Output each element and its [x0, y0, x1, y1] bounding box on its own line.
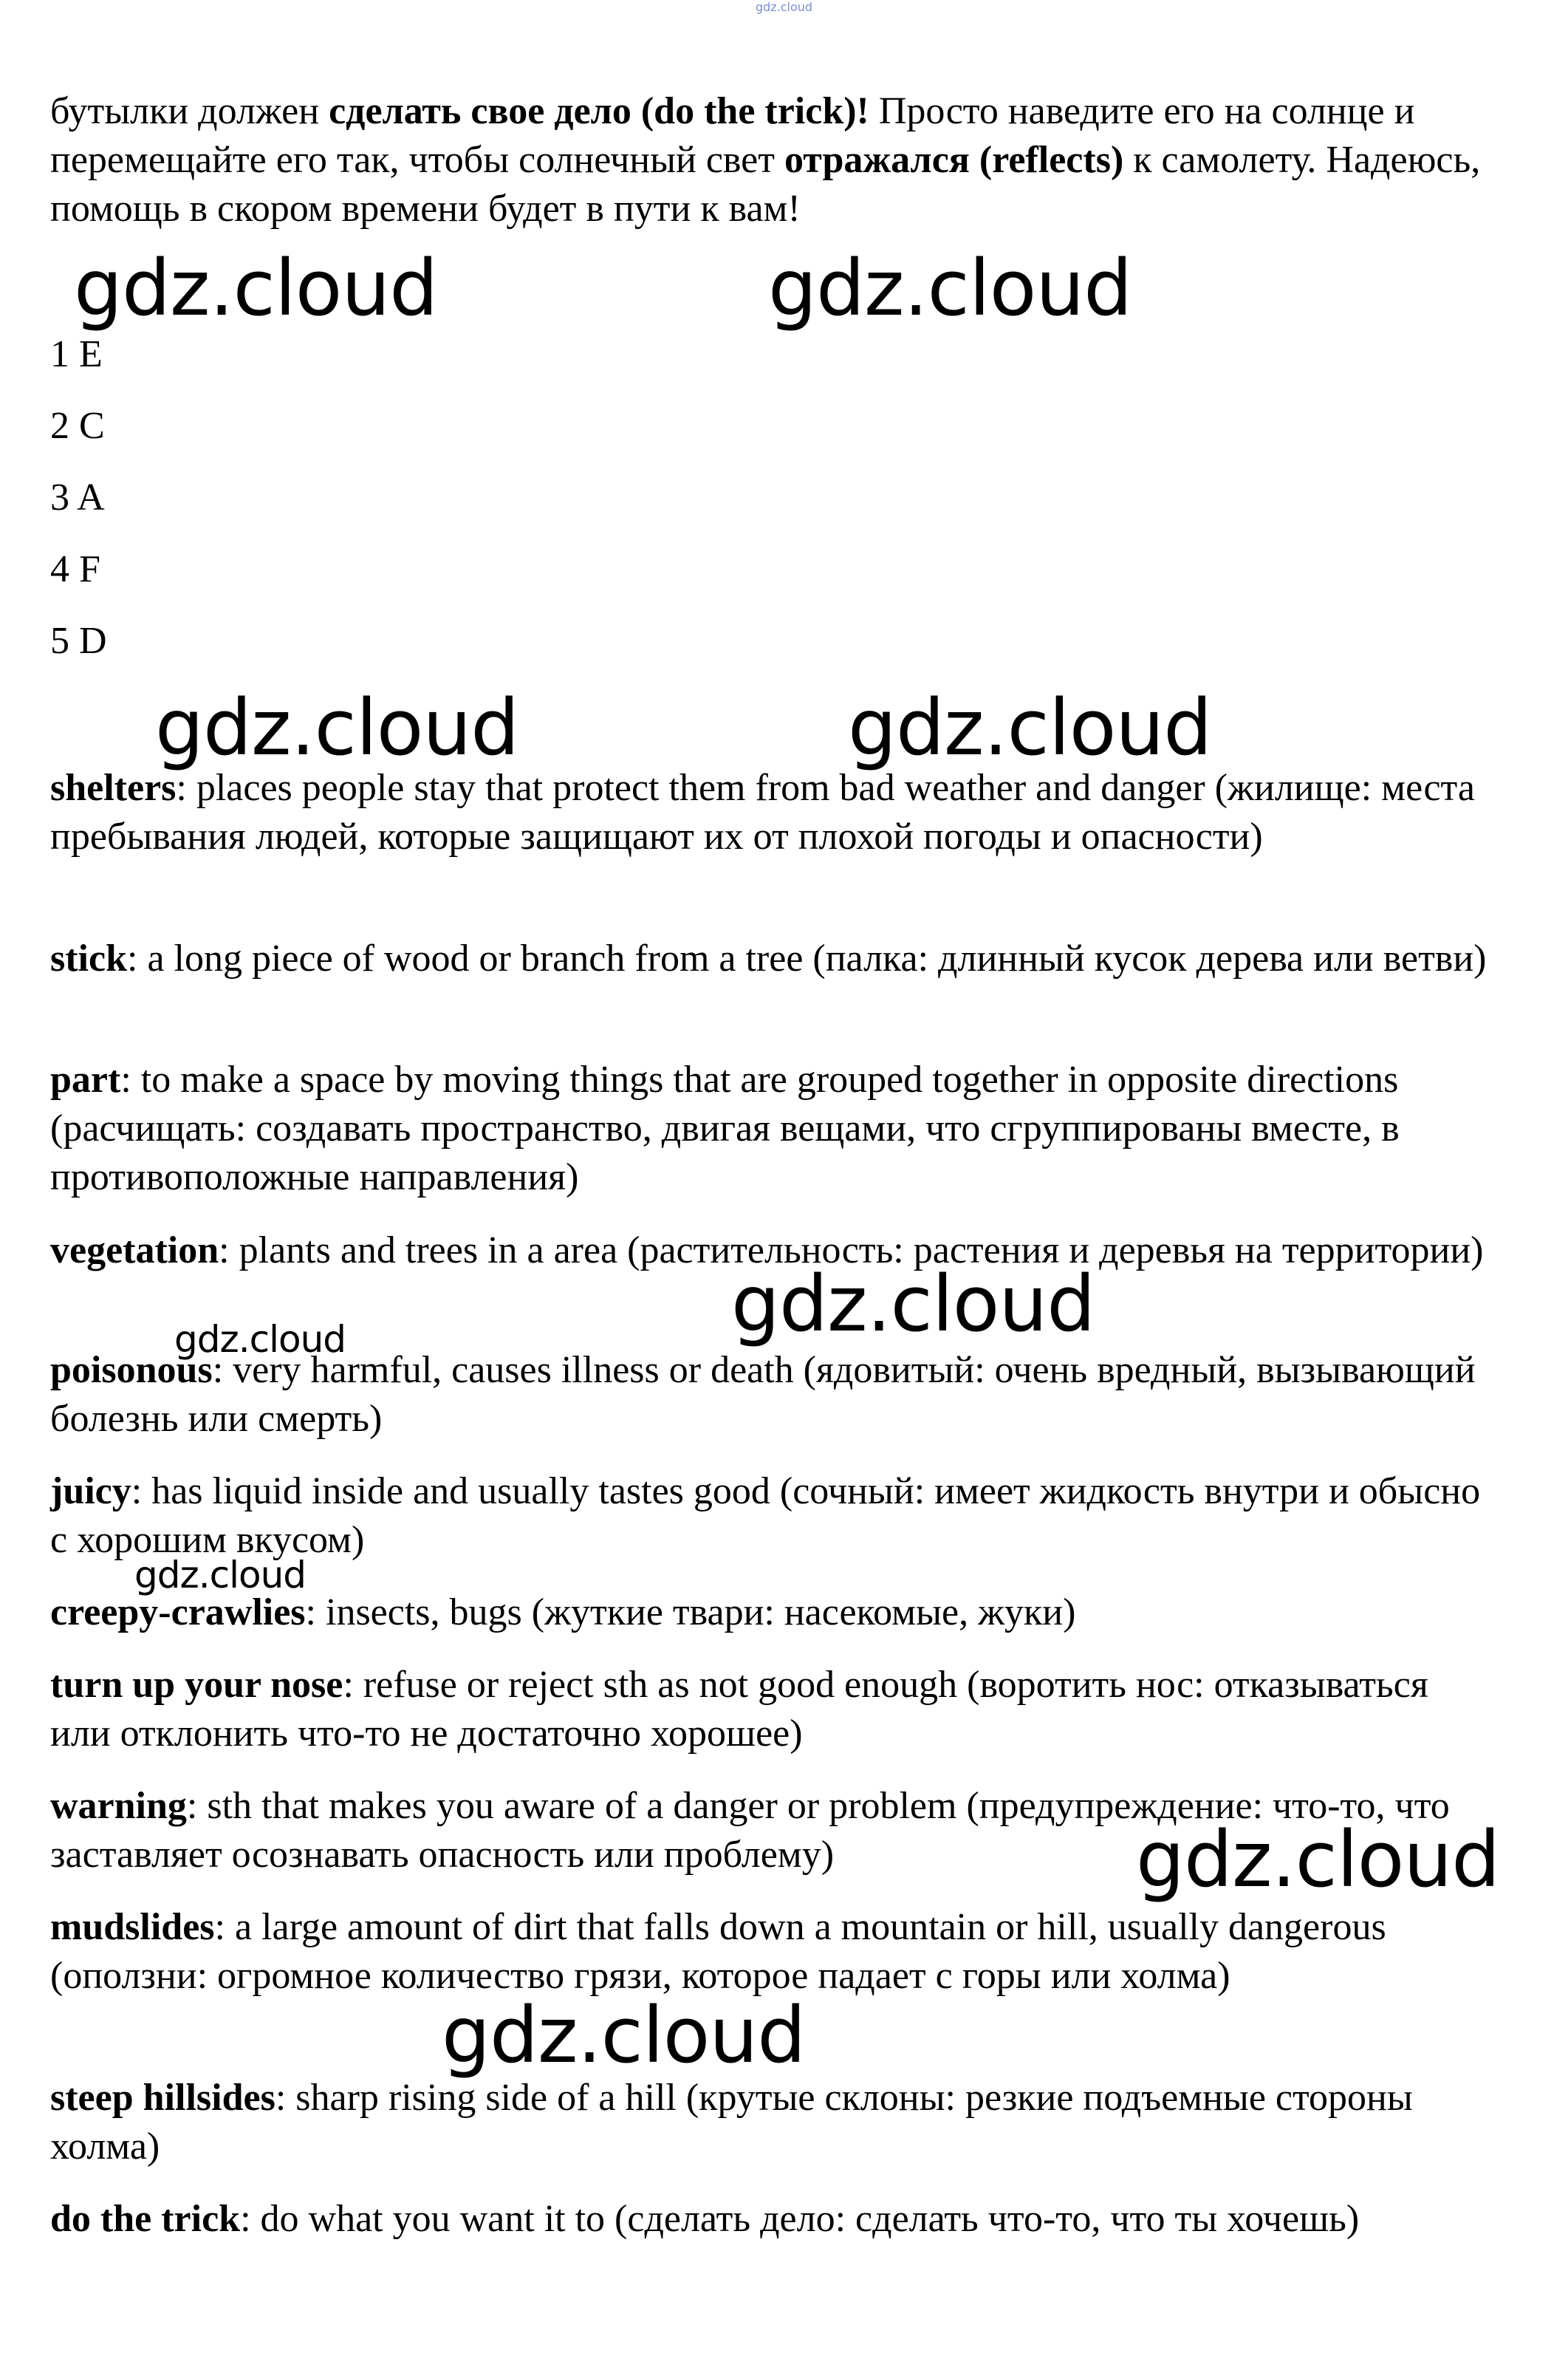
vocab-entry: [50, 1346, 1498, 1444]
header-watermark: gdz.cloud: [755, 0, 813, 14]
watermark: gdz.cloud: [74, 243, 438, 333]
vocab-entry: [50, 1661, 1498, 1758]
watermark: gdz.cloud: [768, 243, 1132, 333]
vocab-entry: [50, 1903, 1498, 2001]
vocab-definition: : sth that makes you aware of a danger or problem (предупреждение: что-то, что заставляет осознавать опасность или проблему): [50, 1785, 1450, 1876]
vocab-term: shelters: [50, 767, 177, 809]
vocab-definition: : very harmful, causes illness or death (ядовитый: очень вредный, вызывающий болезнь или смерть): [50, 1349, 1476, 1440]
vocab-definition: : a long piece of wood or branch from a tree (палка: длинный кусок дерева или ветви): [127, 937, 1487, 980]
watermark: gdz.cloud: [155, 683, 519, 773]
vocab-term: vegetation: [50, 1229, 219, 1271]
intro-text-1: бутылки должен: [50, 90, 329, 132]
vocab-entry: [50, 2195, 1498, 2244]
vocab-definition: : refuse or reject sth as not good enough (воротить нос: отказываться или отклонить что-то не достаточно хорошее): [50, 1664, 1428, 1755]
answer-item: 4 F: [50, 548, 100, 590]
intro-text-2: Просто наведите его на солнце и перемещайте его так, чтобы солнечный свет: [50, 90, 1415, 181]
vocab-term: warning: [50, 1785, 187, 1827]
vocab-term: creepy-crawlies: [50, 1591, 306, 1633]
intro-bold-1: сделать свое дело (do the trick)!: [329, 90, 869, 132]
vocab-definition: : to make a space by moving things that are grouped together in opposite directions (расчищать: создавать пространство, двигая вещами, что сгруппированы вместе, в противоположные направления): [50, 1059, 1400, 1198]
watermark: gdz.cloud: [848, 683, 1212, 773]
vocab-definition: : do what you want it to (сделать дело: сделать что-то, что ты хочешь): [240, 2198, 1360, 2240]
watermark: gdz.cloud: [731, 1259, 1095, 1349]
watermark: gdz.cloud: [442, 1990, 806, 2080]
vocab-definition: : a large amount of dirt that falls down a mountain or hill, usually dangerous (оползни: огромное количество грязи, которое падает с горы или холма): [50, 1906, 1386, 1997]
intro-paragraph: [50, 87, 1498, 233]
vocab-definition: : plants and trees in a area (растительность: растения и деревья на территории): [219, 1229, 1484, 1271]
answer-item: 2 C: [50, 405, 105, 447]
vocab-entry: [50, 1467, 1498, 1565]
vocab-term: steep hillsides: [50, 2077, 275, 2119]
vocab-term: stick: [50, 937, 127, 980]
vocab-entry: [50, 2074, 1498, 2171]
watermark: gdz.cloud: [1136, 1814, 1500, 1905]
vocab-term: juicy: [50, 1470, 131, 1512]
answer-item: 3 A: [50, 477, 105, 519]
vocab-definition: : insects, bugs (жуткие твари: насекомые, жуки): [305, 1591, 1076, 1633]
intro-text-3: к самолету. Надеюсь, помощь в скором времени будет в пути к вам!: [50, 139, 1481, 230]
vocab-entry: [50, 1056, 1498, 1202]
vocab-entry: [50, 764, 1498, 861]
vocab-term: mudslides: [50, 1906, 215, 1948]
answer-item: 1 E: [50, 333, 103, 375]
vocab-definition: : has liquid inside and usually tastes good (сочный: имеет жидкость внутри и обысно с хорошим вкусом): [50, 1470, 1481, 1561]
watermark: gdz.cloud: [134, 1554, 307, 1596]
vocab-entry: [50, 1588, 1498, 1637]
vocab-term: turn up your nose: [50, 1664, 343, 1706]
vocab-term: part: [50, 1059, 121, 1101]
watermark: gdz.cloud: [174, 1318, 346, 1361]
vocab-definition: : places people stay that protect them from bad weather and danger (жилище: места пребывания людей, которые защищают их от плохой погоды и опасности): [50, 767, 1475, 858]
vocab-entry: [50, 935, 1498, 983]
vocab-term: do the trick: [50, 2198, 241, 2240]
intro-bold-2: отражался (reflects): [784, 139, 1124, 181]
vocab-definition: : sharp rising side of a hill (крутые склоны: резкие подъемные стороны холма): [50, 2077, 1413, 2168]
answer-item: 5 D: [50, 620, 107, 662]
vocab-term: poisonous: [50, 1349, 213, 1391]
